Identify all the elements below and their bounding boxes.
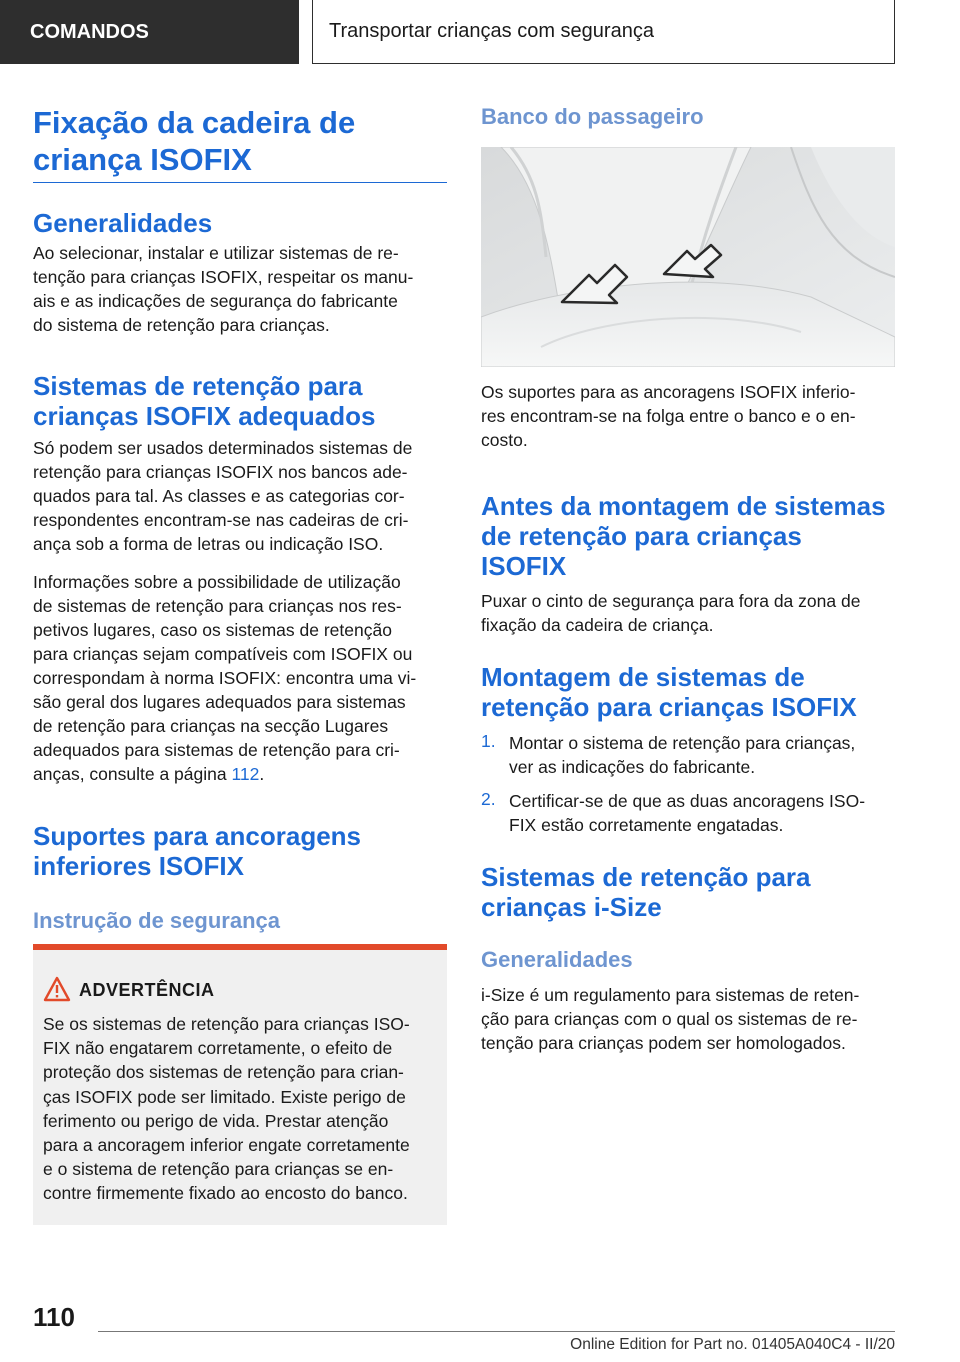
text-line: Só podem ser usados determinados sistemas de bbox=[33, 438, 413, 458]
heading-line: Sistemas de retenção para bbox=[481, 862, 811, 892]
text-line: costo. bbox=[481, 430, 528, 450]
text-line: Certificar-se de que as duas ancoragens ISO- bbox=[509, 791, 866, 811]
heading-sistemas-adequados bbox=[33, 371, 375, 431]
text-line: ver as indicações do fabricante. bbox=[509, 757, 756, 777]
text-line: ais e as indicações de segurança do fabricante bbox=[33, 291, 398, 311]
list-number: 1. bbox=[481, 731, 496, 751]
text-line: retenção para crianças ISOFIX nos bancos ade- bbox=[33, 462, 408, 482]
text-line: são geral dos lugares adequados para sistemas bbox=[33, 692, 406, 712]
list-text bbox=[509, 731, 909, 779]
paragraph-adequados-2 bbox=[33, 570, 453, 786]
warning-title: ADVERTÊNCIA bbox=[79, 980, 215, 1000]
page-title bbox=[33, 104, 355, 178]
heading-montagem bbox=[481, 662, 857, 722]
section-tab bbox=[0, 0, 299, 64]
page-title-line: criança ISOFIX bbox=[33, 142, 252, 177]
warning-box bbox=[33, 944, 447, 1225]
text-line: de sistemas de retenção para crianças nos res- bbox=[33, 596, 402, 616]
heading-line: crianças ISOFIX adequados bbox=[33, 401, 376, 431]
chapter-title: Transportar crianças com segurança bbox=[329, 20, 654, 42]
heading-line: Montagem de sistemas de bbox=[481, 662, 805, 692]
text-line: Ao selecionar, instalar e utilizar sistemas de re- bbox=[33, 243, 399, 263]
text-line: quados para tal. As classes e as categorias cor- bbox=[33, 486, 405, 506]
warning-text bbox=[43, 1012, 439, 1206]
text-line: Montar o sistema de retenção para crianças, bbox=[509, 733, 856, 753]
text-line: e o sistema de retenção para crianças se en- bbox=[43, 1159, 394, 1180]
heading-line: Sistemas de retenção para bbox=[33, 371, 363, 401]
paragraph-generalidades bbox=[33, 241, 453, 337]
text-line: para a ancoragem inferior engate corretamente bbox=[43, 1135, 410, 1156]
text-line: Puxar o cinto de segurança para fora da zona de bbox=[481, 591, 861, 611]
heading-line: Suportes para ancoragens bbox=[33, 821, 361, 851]
text-line: Os suportes para as ancoragens ISOFIX inferio- bbox=[481, 382, 856, 402]
heading-line: retenção para crianças ISOFIX bbox=[481, 692, 857, 722]
title-divider bbox=[33, 182, 447, 183]
heading-banco-passageiro: Banco do passageiro bbox=[481, 104, 704, 129]
text-line: ança sob a forma de letras ou indicação ISO. bbox=[33, 534, 384, 554]
page-link-112[interactable]: 112 bbox=[231, 764, 260, 784]
subheading-generalidades-isize: Generalidades bbox=[481, 947, 633, 972]
text-line: fixação da cadeira de criança. bbox=[481, 615, 714, 635]
text-line bbox=[33, 762, 453, 786]
text-line: i-Size é um regulamento para sistemas de reten- bbox=[481, 985, 860, 1005]
text-line: de retenção para crianças na secção Lugares bbox=[33, 716, 389, 736]
heading-line: crianças i-Size bbox=[481, 892, 662, 922]
heading-antes-montagem bbox=[481, 491, 886, 581]
text-line: ção para crianças com o qual os sistemas de re- bbox=[481, 1009, 858, 1029]
paragraph-adequados-1 bbox=[33, 436, 453, 556]
heading-line: de retenção para crianças bbox=[481, 521, 802, 551]
subheading-instrucao: Instrução de segurança bbox=[33, 908, 280, 933]
text-line: petivos lugares, caso os sistemas de retenção bbox=[33, 620, 392, 640]
page-number: 110 bbox=[33, 1302, 75, 1332]
text-line: para crianças sejam compatíveis com ISOFIX ou bbox=[33, 644, 413, 664]
list-text bbox=[509, 789, 909, 837]
text-line: tenção para crianças ISOFIX, respeitar os manu- bbox=[33, 267, 414, 287]
text-line: respondentes encontram-se nas cadeiras de cri- bbox=[33, 510, 409, 530]
text-line: ferimento ou perigo de vida. Prestar atenção bbox=[43, 1110, 389, 1131]
isofix-seat-photo bbox=[481, 147, 895, 367]
heading-line: Antes da montagem de sistemas bbox=[481, 491, 886, 521]
list-number: 2. bbox=[481, 789, 496, 809]
caption-banco-passageiro bbox=[481, 380, 901, 452]
page-title-line: Fixação da cadeira de bbox=[33, 105, 356, 140]
text-line: Informações sobre a possibilidade de utilização bbox=[33, 572, 401, 592]
warning-triangle-icon bbox=[43, 976, 71, 1002]
text-line: correspondam à norma ISOFIX: encontra uma vi- bbox=[33, 668, 417, 688]
text-line: FIX não engatarem corretamente, o efeito de bbox=[43, 1038, 393, 1059]
seat-illustration bbox=[481, 147, 895, 367]
text-line: tenção para crianças podem ser homologados. bbox=[481, 1033, 846, 1053]
heading-line: inferiores ISOFIX bbox=[33, 851, 244, 881]
heading-suportes bbox=[33, 821, 361, 881]
text-line: do sistema de retenção para crianças. bbox=[33, 315, 330, 335]
footer-divider bbox=[98, 1331, 895, 1332]
text-span: . bbox=[259, 764, 265, 784]
paragraph-antes-montagem bbox=[481, 589, 901, 637]
heading-isize bbox=[481, 862, 811, 922]
chapter-header bbox=[312, 0, 895, 64]
text-line: Se os sistemas de retenção para crianças ISO- bbox=[43, 1014, 410, 1034]
text-span: anças, consulte a página bbox=[33, 764, 232, 784]
section-label: COMANDOS bbox=[30, 20, 149, 43]
text-line: ças ISOFIX pode ser limitado. Existe perigo de bbox=[43, 1086, 406, 1107]
paragraph-isize bbox=[481, 983, 901, 1055]
heading-line: ISOFIX bbox=[481, 551, 567, 581]
text-line: res encontram-se na folga entre o banco e o en- bbox=[481, 406, 856, 426]
text-line: adequados para sistemas de retenção para cri- bbox=[33, 740, 400, 760]
heading-generalidades: Generalidades bbox=[33, 208, 213, 238]
text-line: proteção dos sistemas de retenção para crian- bbox=[43, 1062, 404, 1083]
footer-edition: Online Edition for Part no. 01405A040C4 - II/20 bbox=[570, 1336, 895, 1353]
text-line: contre firmemente fixado ao encosto do banco. bbox=[43, 1183, 408, 1204]
text-line: FIX estão corretamente engatadas. bbox=[509, 815, 784, 835]
